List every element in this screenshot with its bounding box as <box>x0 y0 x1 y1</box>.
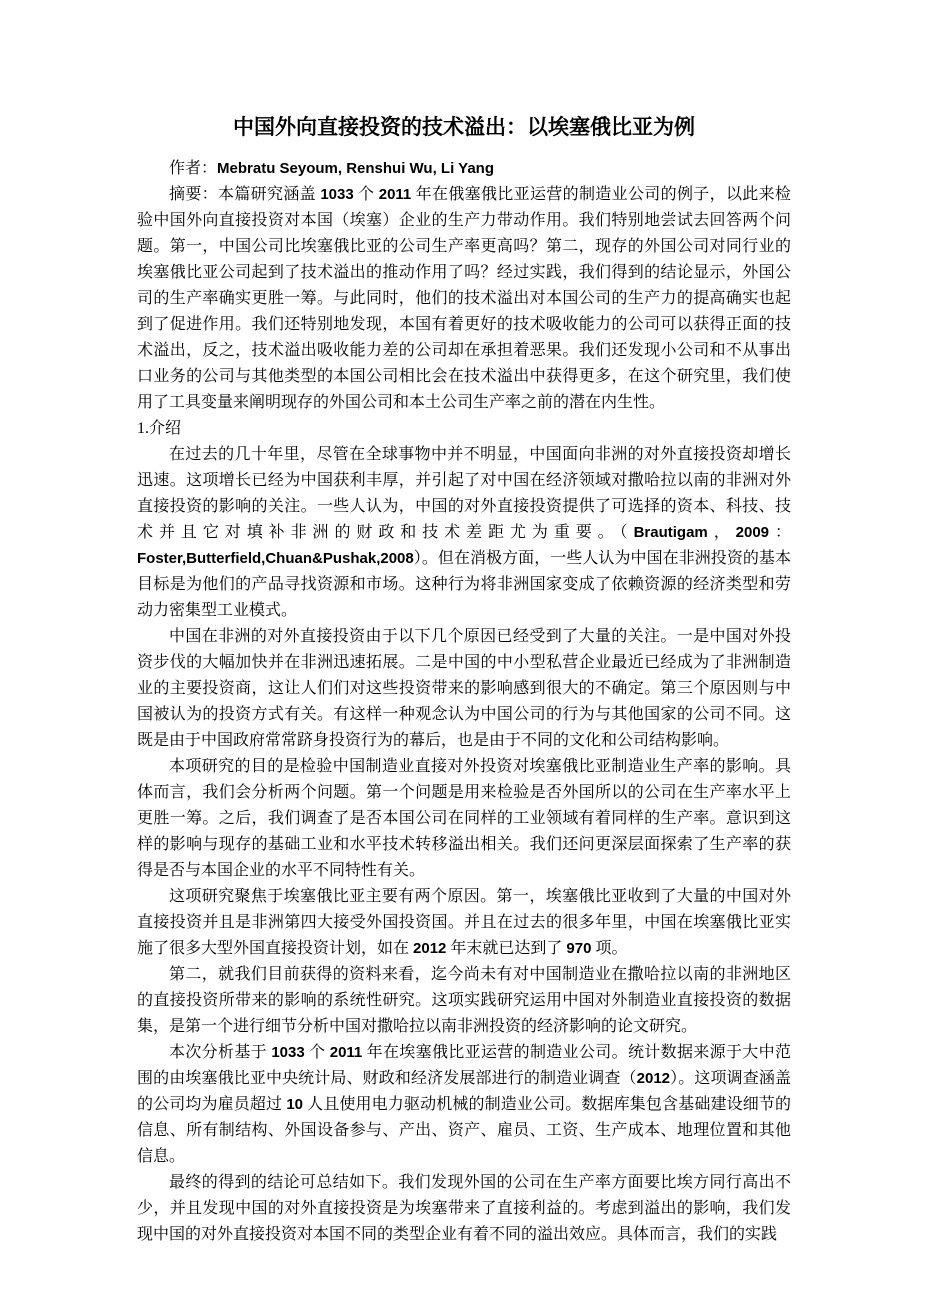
paragraph: 中国在非洲的对外直接投资由于以下几个原因已经受到了大量的关注。一是中国对外投资步伐的大幅加快并在非洲迅速拓展。二是中国的中小型私营企业最近已经成为了非洲制造业的主要投资商，这让人们们对这些投资带来的影响感到很大的不确定。第三个原因则与中国被认为的投资方式有关。有这样一种观念认为中国公司的行为与其他国家的公司不同。这既是由于中国政府常常跻身投资行为的幕后，也是由于不同的文化和公司结构影响。 <box>137 628 791 749</box>
latin-text: 1033 <box>271 1044 305 1061</box>
latin-text: 2012 <box>636 1070 671 1087</box>
paragraph: 在过去的几十年里，尽管在全球事物中并不明显，中国面向非洲的对外直接投资却增长迅速。这项增长已经为中国获利丰厚，并引起了对中国在经济领域对撒哈拉以南的非洲对外直接投资的影响的关注。一些人认为，中国的对外直接投资提供了可选择的资本、科技、技术并且它对填补非洲的财政和技术差距尤为重要。（Brautigam，2009：Foster,Butterfield,Chuan&Pushak,2008）。但在消极方面，一些人认为中国在非洲投资的基本目标是为他们的产品寻找资源和市场。这种行为将非洲国家变成了依赖资源的经济类型和劳动力密集型工业模式。 <box>137 446 791 619</box>
document-title: 中国外向直接投资的技术溢出：以埃塞俄比亚为例 <box>233 115 695 139</box>
author-line: 作者：Mebratu Seyoum, Renshui Wu, Li Yang <box>169 160 495 177</box>
paragraph: 本项研究的目的是检验中国制造业直接对外投资对埃塞俄比亚制造业生产率的影响。具体而言，我们会分析两个问题。第一个问题是用来检验是否外国所以的公司在生产率水平上更胜一筹。之后，我们调查了是否本国公司在同样的工业领域有着同样的生产率。意识到这样的影响与现存的基础工业和水平技术转移溢出相关。我们还问更深层面探索了生产率的获得是否与本国企业的水平不同特性有关。 <box>137 758 791 879</box>
latin-text: 970 <box>566 940 592 957</box>
latin-text: 1033 <box>320 186 354 203</box>
paragraph: 最终的得到的结论可总结如下。我们发现外国的公司在生产率方面要比埃方同行高出不少，并且发现中国的对外直接投资是为埃塞带来了直接利益的。考虑到溢出的影响，我们发现中国的对外直接投资对本国不同的类型企业有着不同的溢出效应。具体而言，我们的实践 <box>137 1174 791 1243</box>
latin-text: Mebratu Seyoum, Renshui Wu, Li Yang <box>217 160 495 177</box>
abstract-paragraph: 摘要：本篇研究涵盖 1033 个 2011 年在俄塞俄比亚运营的制造业公司的例子，以此来检验中国外向直接投资对本国（埃塞）企业的生产力带动作用。我们特别地尝试去回答两个问题。第一，中国公司比埃塞俄比亚的公司生产率更高吗？第二，现存的外国公司对同行业的埃塞俄比亚公司起到了技术溢出的推动作用了吗？经过实践，我们得到的结论显示，外国公司的生产率确实更胜一筹。与此同时，他们的技术溢出对本国公司的生产力的提高确实也起到了促进作用。我们还特别地发现，本国有着更好的技术吸收能力的公司可以获得正面的技术溢出，反之，技术溢出吸收能力差的公司却在承担着恶果。我们还发现小公司和不从事出口业务的公司与其他类型的本国公司相比会在技术溢出中获得更多，在这个研究里，我们使用了工具变量来阐明现存的外国公司和本土公司生产率之前的潜在内生性。 <box>137 186 791 411</box>
section-heading: 1.介绍 <box>137 420 182 437</box>
paragraph: 本次分析基于 1033 个 2011 年在埃塞俄比亚运营的制造业公司。统计数据来源于大中范围的由埃塞俄比亚中央统计局、财政和经济发展部进行的制造业调查（2012）。这项调查涵盖的公司均为雇员超过 10 人且使用电力驱动机械的制造业公司。数据库集包含基础建设细节的信息、所有制结构、外国设备参与、产出、资产、雇员、工资、生产成本、地理位置和其他信息。 <box>137 1044 791 1165</box>
latin-text: 2009 <box>735 524 770 541</box>
latin-text: 2012 <box>413 940 447 957</box>
latin-text: 10 <box>286 1096 304 1113</box>
latin-text: Brautigam <box>633 524 708 541</box>
latin-text: 2011 <box>329 1044 363 1061</box>
latin-text: 2011 <box>378 186 412 203</box>
paragraph: 这项研究聚焦于埃塞俄比亚主要有两个原因。第一，埃塞俄比亚收到了大量的中国对外直接投资并且是非洲第四大接受外国投资国。并且在过去的很多年里，中国在埃塞俄比亚实施了很多大型外国直接投资计划，如在 2012 年末就已达到了 970 项。 <box>137 888 791 957</box>
paragraph: 第二，就我们目前获得的资料来看，迄今尚未有对中国制造业在撒哈拉以南的非洲地区的直接投资所带来的影响的系统性研究。这项实践研究运用中国对外制造业直接投资的数据集，是第一个进行细节分析中国对撒哈拉以南非洲投资的经济影响的论文研究。 <box>137 966 791 1035</box>
latin-text: Foster,Butterfield,Chuan&Pushak,2008 <box>137 550 414 567</box>
